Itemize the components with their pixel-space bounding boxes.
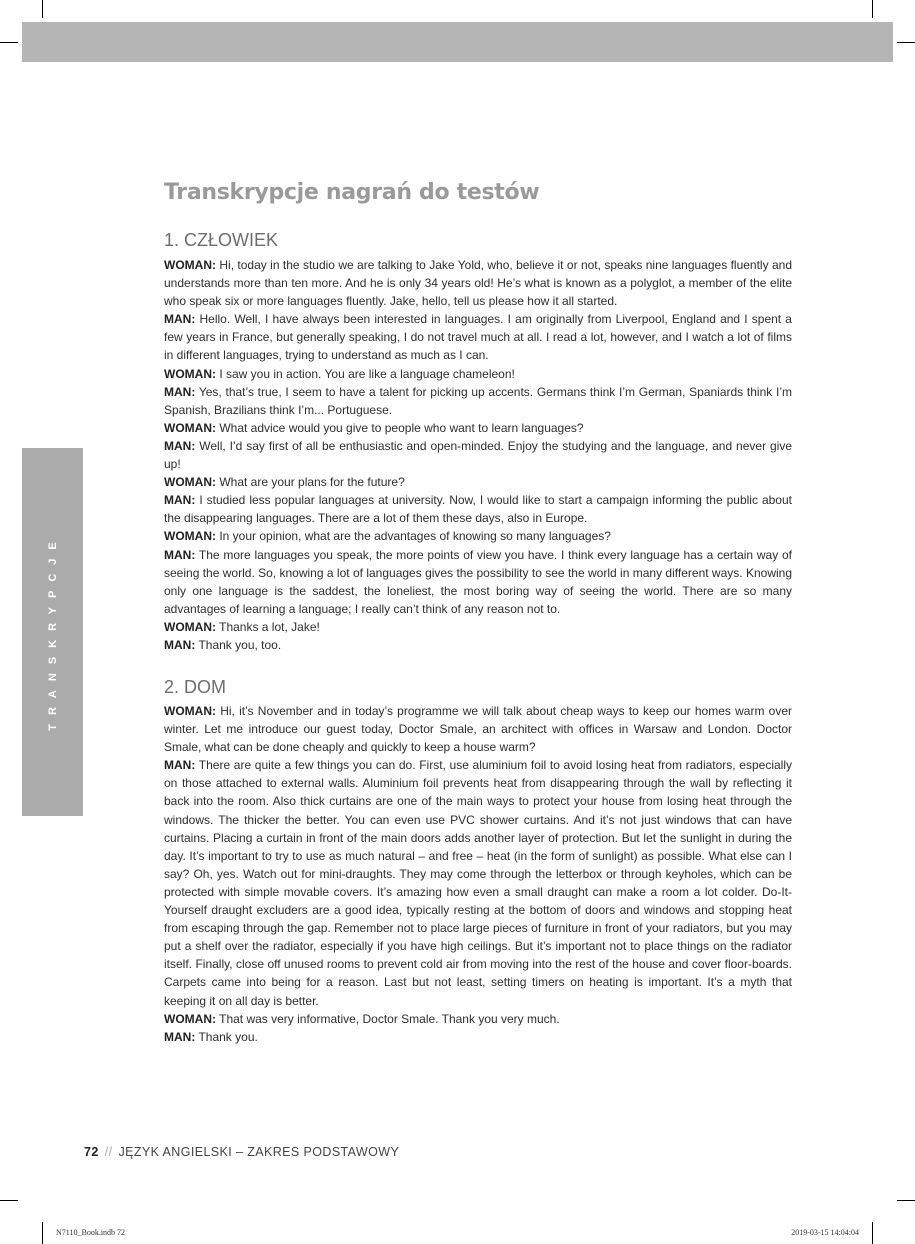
dialogue-line xyxy=(164,1028,792,1046)
dialogue-text: I studied less popular languages at university. Now, I would like to start a campaign informing the public about the disappearing languages. There are a lot of them these days, also in Europe. xyxy=(164,493,792,526)
dialogue-text: Thanks a lot, Jake! xyxy=(219,619,320,634)
page-footer xyxy=(84,1145,399,1159)
speaker-label: WOMAN: xyxy=(164,366,216,381)
speaker-label: MAN: xyxy=(164,438,196,453)
dialogue-line xyxy=(164,437,792,473)
book-title: JĘZYK ANGIELSKI – ZAKRES PODSTAWOWY xyxy=(118,1145,400,1159)
dialogue-line xyxy=(164,310,792,364)
dialogue-line xyxy=(164,546,792,618)
speaker-label: MAN: xyxy=(164,547,196,562)
speaker-label: MAN: xyxy=(164,312,196,327)
dialogue-line xyxy=(164,618,792,636)
speaker-label: WOMAN: xyxy=(164,619,216,634)
dialogue-line xyxy=(164,419,792,437)
dialogue-text: There are quite a few things you can do. First, use aluminium foil to avoid losing heat from radiators, especially on those attached to external walls. Aluminium foil prevents heat from disappearing through the wall by reflecting it back into the room. Also thick curtains are one of the main ways to protect your house from losing heat through the windows. The thicker the better. You can even use PVC shower curtains. And it’s not just windows that can have curtains. Placing a curtain in front of the main doors adds another layer of protection. But let the sunlight in during the day. It’s important to try to use as much natural – and free – heat (in the form of sunlight) as possible. What else can I say? Oh, yes. Watch out for mini-draughts. They may come through the letterbox or through keyholes, which can be protected with simple movable covers. It’s amazing how even a small draught can make a room a lot colder. Do-It-Yourself draught excluders are a good idea, typically resting at the bottom of doors and windows and stopping heat from escaping through the gap. Remember not to place large pieces of furniture in front of your radiators, but you may put a shelf over the radiator, especially if you have high ceilings. But it’s important not to place things on the radiator itself. Finally, close off unused rooms to prevent cold air from moving into the rest of the house and cover floor-boards. Carpets came into being for a reason. Last but not least, setting timers on heating is important. It’s a myth that keeping it on all day is better. xyxy=(164,758,792,1008)
speaker-label: WOMAN: xyxy=(164,704,216,718)
dialogue-text: Yes, that’s true, I seem to have a talent for picking up accents. Germans think I’m German, Spaniards think I’m Spanish, Brazilians think I’m... Portuguese. xyxy=(164,384,792,417)
dialogue-line xyxy=(164,756,792,1009)
dialogue-text: I saw you in action. You are like a language chameleon! xyxy=(219,366,515,381)
speaker-label: MAN: xyxy=(164,758,196,773)
dialogue-text: What advice would you give to people who want to learn languages? xyxy=(219,420,584,435)
dialogue-text: Hello. Well, I have always been interested in languages. I am originally from Liverpool, England and I spent a few years in France, but generally speaking, I do not travel much at all. I read a lot, however, and I watch a lot of films in different languages, trying to understand as much as I can. xyxy=(164,312,792,363)
speaker-label: MAN: xyxy=(164,1029,196,1044)
header-bar xyxy=(22,22,893,62)
dialogue-line xyxy=(164,527,792,545)
speaker-label: WOMAN: xyxy=(164,529,216,544)
crop-mark xyxy=(897,1200,915,1201)
transcript-body xyxy=(164,702,792,1046)
crop-mark xyxy=(42,0,43,18)
dialogue-text: That was very informative, Doctor Smale. Thank you very much. xyxy=(219,1011,560,1026)
transcript-body xyxy=(164,256,792,654)
dialogue-line xyxy=(164,365,792,383)
dialogue-line xyxy=(164,1010,792,1028)
dialogue-line xyxy=(164,256,792,310)
section-heading: 1. CZŁOWIEK xyxy=(164,230,279,250)
speaker-label: WOMAN: xyxy=(164,1011,216,1026)
slug-file: N7110_Book.indb 72 xyxy=(56,1228,126,1237)
speaker-label: MAN: xyxy=(164,384,196,399)
dialogue-text: The more languages you speak, the more points of view you have. I think every language has a certain way of seeing the world. So, knowing a lot of languages gives the possibility to see the world in many different ways. Knowing only one language is the saddest, the loneliest, the most boring way of seeing the world. There are so many advantages of learning a language; I really can’t think of any reason not to. xyxy=(164,547,792,616)
crop-mark xyxy=(0,1200,18,1201)
crop-mark xyxy=(0,42,18,43)
dialogue-text: In your opinion, what are the advantages of knowing so many languages? xyxy=(219,529,611,544)
crop-mark xyxy=(897,42,915,43)
dialogue-text: What are your plans for the future? xyxy=(219,475,405,490)
speaker-label: WOMAN: xyxy=(164,258,216,272)
dialogue-text: Hi, it’s November and in today’s programme we will talk about cheap ways to keep our homes warm over winter. Let me introduce our guest today, Doctor Smale, an architect with offices in Warsaw and London. Doctor Smale, what can be done cheaply and quickly to keep a house warm? xyxy=(164,704,792,755)
speaker-label: WOMAN: xyxy=(164,475,216,490)
slug-timestamp: 2019-03-15 14:04:04 xyxy=(791,1228,859,1237)
page-number: 72 xyxy=(84,1145,99,1159)
dialogue-line xyxy=(164,473,792,491)
dialogue-line xyxy=(164,383,792,419)
dialogue-text: Thank you. xyxy=(198,1029,258,1044)
section-heading: 2. DOM xyxy=(164,677,227,697)
dialogue-line xyxy=(164,702,792,756)
page-title: Transkrypcje nagrań do testów xyxy=(164,180,540,205)
speaker-label: WOMAN: xyxy=(164,420,216,435)
dialogue-line xyxy=(164,636,792,654)
dialogue-text: Well, I’d say first of all be enthusiastic and open-minded. Enjoy the studying and the language, and never give up! xyxy=(164,438,793,472)
crop-mark xyxy=(42,1222,43,1244)
footer-separator: // xyxy=(104,1145,113,1159)
crop-mark xyxy=(872,1222,873,1244)
side-tab-label: TRANSKRYPCJE xyxy=(47,533,59,731)
dialogue-line xyxy=(164,491,792,527)
speaker-label: MAN: xyxy=(164,637,196,652)
dialogue-text: Hi, today in the studio we are talking to Jake Yold, who, believe it or not, speaks nine languages fluently and understands more than ten more. And he is only 34 years old! He’s what is known as a polyglot, a member of the elite who speak six or more languages fluently. Jake, hello, tell us please how it all started. xyxy=(164,258,792,309)
crop-mark xyxy=(872,0,873,18)
dialogue-text: Thank you, too. xyxy=(198,637,282,652)
speaker-label: MAN: xyxy=(164,493,196,508)
